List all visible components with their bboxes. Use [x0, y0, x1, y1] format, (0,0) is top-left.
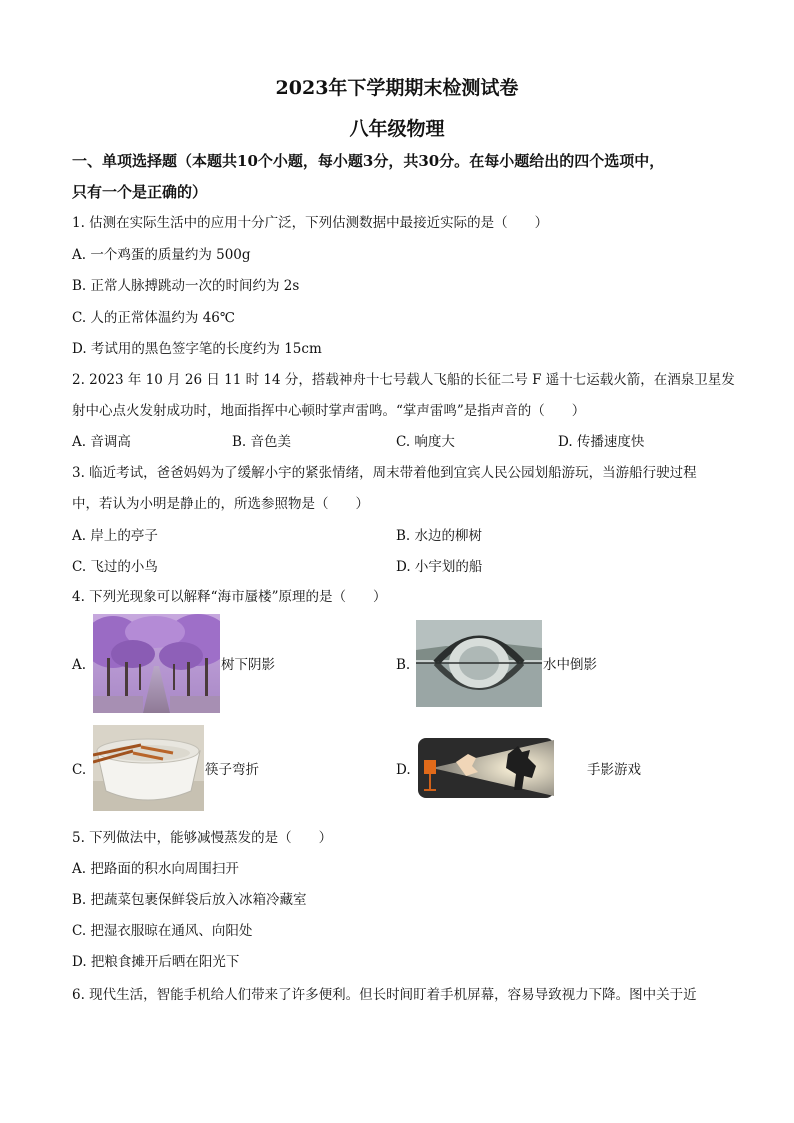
section-heading-line2: 只有一个是正确的）	[72, 183, 208, 201]
q3-option-a: A. 岸上的亭子	[72, 528, 158, 544]
q4-option-a-image	[93, 614, 220, 713]
q3-stem-line2: 中，若认为小明是静止的，所选参照物是（ ）	[72, 496, 369, 512]
q2-option-b: B. 音色美	[232, 434, 292, 450]
q4-option-c-image	[93, 725, 204, 811]
q4-option-b-image	[416, 620, 542, 707]
q6-stem-line1: 6. 现代生活，智能手机给人们带来了许多便利。但长时间盯着手机屏幕，容易导致视力下降。图中关于近	[72, 987, 697, 1003]
q1-option-a: A. 一个鸡蛋的质量约为 500g	[72, 247, 251, 263]
q4-option-d-label: 手影游戏	[587, 762, 641, 778]
q4-option-b-label: 水中倒影	[543, 657, 597, 673]
q4-stem: 4. 下列光现象可以解释“海市蜃楼”原理的是（ ）	[72, 589, 387, 605]
q2-option-d: D. 传播速度快	[558, 434, 645, 450]
tree-shadow-picture-icon	[93, 614, 220, 713]
q4-option-d-image	[418, 738, 554, 798]
q2-stem-line2: 射中心点火发射成功时，地面指挥中心顿时掌声雷鸣。“掌声雷鸣”是指声音的（ ）	[72, 403, 586, 419]
section-heading	[72, 146, 732, 208]
q4-option-a-label: 树下阴影	[221, 657, 275, 673]
bridge-reflection-picture-icon	[416, 620, 542, 707]
hand-shadow-picture-icon	[418, 738, 554, 798]
page-title: 2023年下学期期末检测试卷	[275, 77, 519, 99]
q4-option-c-letter: C.	[72, 762, 87, 778]
q1-stem: 1. 估测在实际生活中的应用十分广泛，下列估测数据中最接近实际的是（ ）	[72, 215, 549, 231]
q4-option-a-letter: A.	[72, 657, 87, 673]
q5-option-d: D. 把粮食摊开后晒在阳光下	[72, 954, 240, 970]
q5-option-b: B. 把蔬菜包裹保鲜袋后放入冰箱冷藏室	[72, 892, 307, 908]
q1-option-d: D. 考试用的黑色签字笔的长度约为 15cm	[72, 341, 322, 357]
q2-option-a: A. 音调高	[72, 434, 131, 450]
q3-option-b: B. 水边的柳树	[396, 528, 483, 544]
q4-option-b-letter: B.	[396, 657, 411, 673]
page-subtitle: 八年级物理	[349, 118, 445, 140]
q3-option-d: D. 小宇划的船	[396, 559, 483, 575]
q5-option-c: C. 把湿衣服晾在通风、向阳处	[72, 923, 253, 939]
q1-option-c: C. 人的正常体温约为 46℃	[72, 310, 236, 326]
bent-chopsticks-picture-icon	[93, 725, 204, 811]
q5-stem: 5. 下列做法中，能够减慢蒸发的是（ ）	[72, 830, 333, 846]
q2-option-c: C. 响度大	[396, 434, 455, 450]
q4-option-c-label: 筷子弯折	[205, 762, 259, 778]
q1-option-b: B. 正常人脉搏跳动一次的时间约为 2s	[72, 278, 300, 294]
q4-option-d-letter: D.	[396, 762, 411, 778]
q3-stem-line1: 3. 临近考试，爸爸妈妈为了缓解小宇的紧张情绪，周末带着他到宜宾人民公园划船游玩，当游船行驶过程	[72, 465, 697, 481]
q2-stem-line1: 2. 2023 年 10 月 26 日 11 时 14 分，搭载神舟十七号载人飞船的长征二号 F 遥十七运载火箭，在酒泉卫星发	[72, 372, 735, 388]
q5-option-a: A. 把路面的积水向周围扫开	[72, 861, 239, 877]
q3-option-c: C. 飞过的小鸟	[72, 559, 158, 575]
section-heading-line1: 一、单项选择题（本题共10个小题，每小题3分，共30分。在每小题给出的四个选项中，	[72, 152, 665, 170]
